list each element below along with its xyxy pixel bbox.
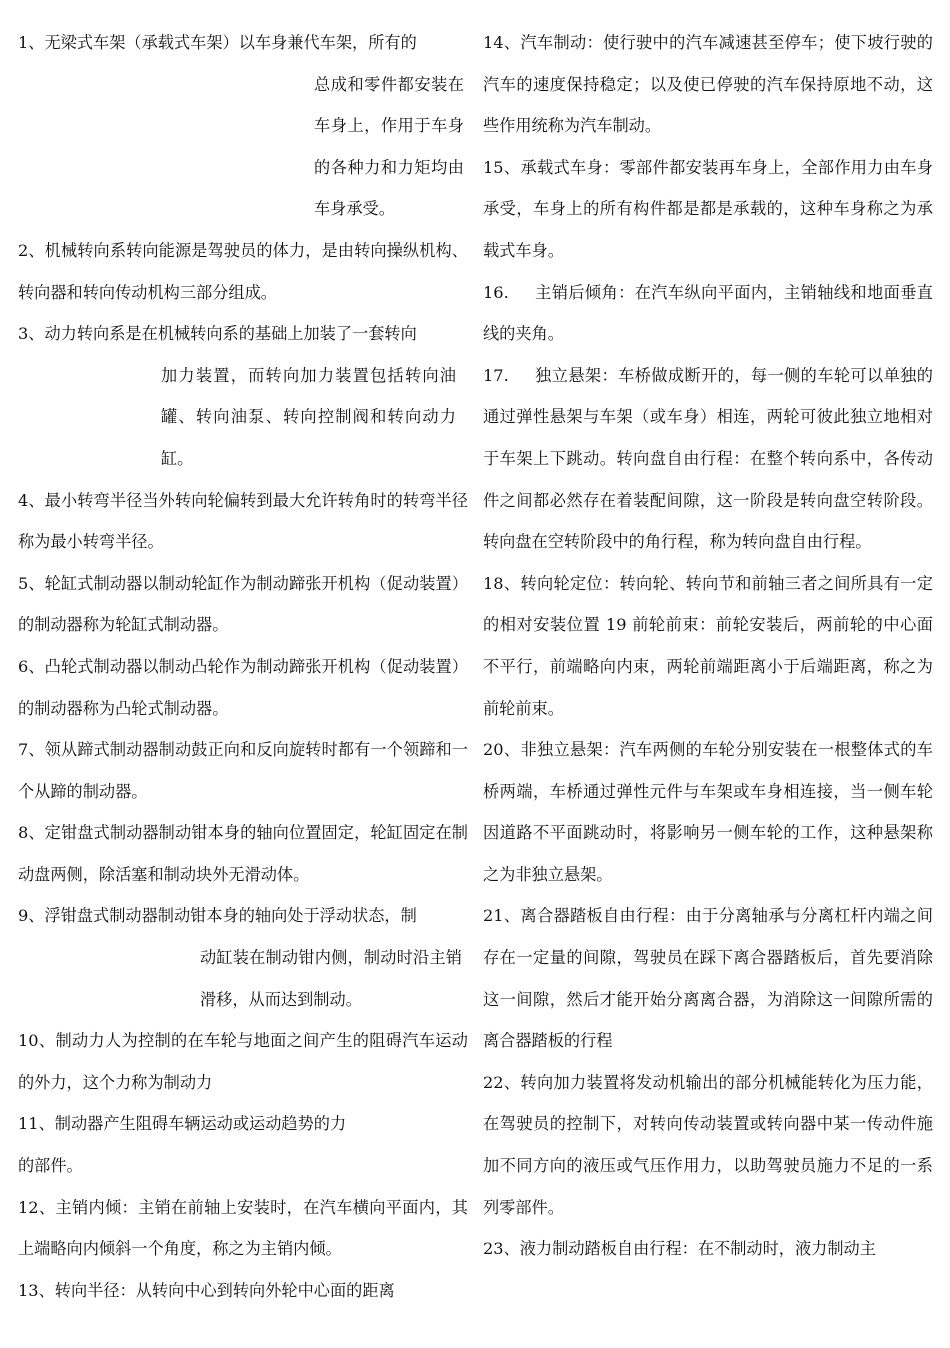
item-15: 15、承载式车身：零部件都安装再车身上，全部作用力由车身承受，车身上的所有构件都是都是承载的，这种车身称之为承载式车身。 xyxy=(483,157,933,260)
right-column xyxy=(483,22,933,1270)
item-16 xyxy=(483,272,933,355)
item-1-lead: 1、无梁式车架（承载式车架）以车身兼代车架，所有的 xyxy=(18,33,417,52)
item-17-number: 17. xyxy=(483,365,509,385)
item-3-lead: 3、动力转向系是在机械转向系的基础上加装了一套转向 xyxy=(18,324,417,344)
item-17 xyxy=(483,355,933,563)
item-1-continuation: 总成和零件都安装在车身上，作用于车身的各种力和力矩均由车身承受。 xyxy=(314,74,464,219)
item-9-lead: 9、浮钳盘式制动器制动钳本身的轴向处于浮动状态，制 xyxy=(18,906,417,926)
left-column xyxy=(18,22,468,1311)
item-4: 4、最小转弯半径当外转向轮偏转到最大允许转角时的转弯半径称为最小转弯半径。 xyxy=(18,490,468,552)
item-8: 8、定钳盘式制动器制动钳本身的轴向位置固定，轮缸固定在制动盘两侧，除活塞和制动块外无滑动体。 xyxy=(18,823,468,884)
item-20: 20、非独立悬架：汽车两侧的车轮分别安装在一根整体式的车桥两端，车桥通过弹性元件与车架或车身相连接，当一侧车轮因道路不平面跳动时，将影响另一侧车轮的工作，这种悬架称之为非独立悬架。 xyxy=(483,740,933,884)
item-14: 14、汽车制动：使行驶中的汽车减速甚至停车；使下坡行驶的汽车的速度保持稳定；以及使已停驶的汽车保持原地不动，这些作用统称为汽车制动。 xyxy=(483,33,933,136)
item-13: 13、转向半径：从转向中心到转向外轮中心面的距离 xyxy=(18,1280,395,1300)
item-5: 5、轮缸式制动器以制动轮缸作为制动蹄张开机构（促动装置）的制动器称为轮缸式制动器。 xyxy=(18,573,468,635)
item-11-line-1: 11、制动器产生阻碍车辆运动或运动趋势的力 xyxy=(18,1114,347,1134)
item-10: 10、制动力人为控制的在车轮与地面之间产生的阻碍汽车运动的外力，这个力称为制动力 xyxy=(18,1031,468,1092)
item-6: 6、凸轮式制动器以制动凸轮作为制动蹄张开机构（促动装置）的制动器称为凸轮式制动器。 xyxy=(18,656,468,718)
item-12: 12、主销内倾：主销在前轴上安装时，在汽车横向平面内，其上端略向内倾斜一个角度，称之为主销内倾。 xyxy=(18,1197,468,1259)
item-22: 22、转向加力装置将发动机输出的部分机械能转化为压力能，在驾驶员的控制下，对转向传动装置或转向器中某一传动件施加不同方向的液压或气压作用力，以助驾驶员施力不足的一系列零部件。 xyxy=(483,1072,933,1217)
item-21: 21、离合器踏板自由行程：由于分离轴承与分离杠杆内端之间存在一定量的间隙，驾驶员在踩下离合器踏板后，首先要消除这一间隙，然后才能开始分离离合器，为消除这一间隙所需的离合器踏板的行程 xyxy=(483,906,933,1051)
item-16-number: 16. xyxy=(483,282,509,302)
item-16-text: 主销后倾角：在汽车纵向平面内，主销轴线和地面垂直线的夹角。 xyxy=(483,282,933,344)
item-9-continuation: 动缸装在制动钳内侧，制动时沿主销滑移，从而达到制动。 xyxy=(200,948,462,1009)
item-2: 2、机械转向系转向能源是驾驶员的体力，是由转向操纵机构、转向器和转向传动机构三部分组成。 xyxy=(18,240,468,302)
item-11-line-2: 的部件。 xyxy=(18,1156,83,1176)
item-18: 18、转向轮定位：转向轮、转向节和前轴三者之间所具有一定的相对安装位置 19 前轮前束：前轮安装后，两前轮的中心面不平行，前端略向内束，两轮前端距离小于后端距离，称之为前轮前束。 xyxy=(483,573,933,718)
item-23: 23、液力制动踏板自由行程：在不制动时，液力制动主 xyxy=(483,1239,876,1259)
item-17-text: 独立悬架：车桥做成断开的，每一侧的车轮可以单独的通过弹性悬架与车架（或车身）相连，两轮可彼此独立地相对于车架上下跳动。转向盘自由行程：在整个转向系中，各传动件之间都必然存在着装配间隙，这一阶段是转向盘空转阶段。转向盘在空转阶段中的角行程，称为转向盘自由行程。 xyxy=(483,365,933,552)
item-7: 7、领从蹄式制动器制动鼓正向和反向旋转时都有一个领蹄和一个从蹄的制动器。 xyxy=(18,740,468,801)
item-3-continuation: 加力装置，而转向加力装置包括转向油罐、转向油泵、转向控制阀和转向动力缸。 xyxy=(161,365,456,468)
